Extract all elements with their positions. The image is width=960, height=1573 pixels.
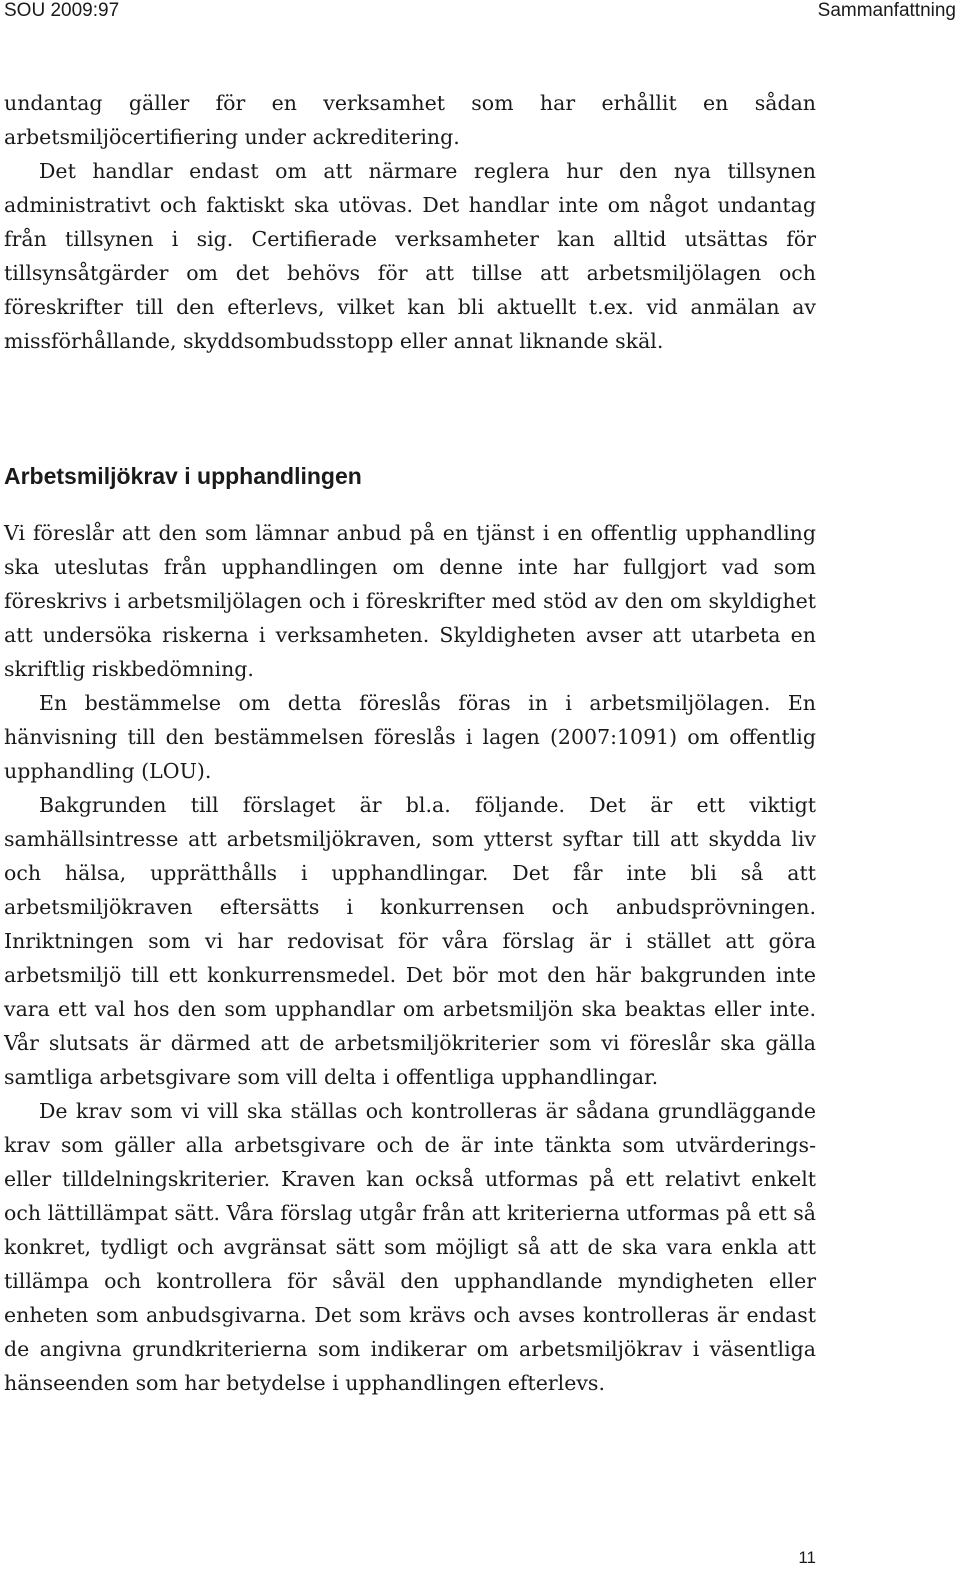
paragraph: Vi föreslår att den som lämnar anbud på en tjänst i en offentlig upphandling ska uteslutas från upphandlingen om denne inte har fullgjort vad som föreskrivs i arbetsmiljölagen och i föreskrifter med stöd av den om skyldighet att undersöka riskerna i verksamheten. Skyldigheten avser att utarbeta en skriftlig riskbedömning.: [4, 521, 816, 681]
intro-text: [4, 86, 816, 358]
chapter-title: Sammanfattning: [817, 0, 956, 21]
section-text: [4, 516, 816, 1400]
paragraph: undantag gäller för en verksamhet som har erhållit en sådan arbetsmiljöcertifiering under ackreditering.: [4, 91, 816, 149]
paragraph: De krav som vi vill ska ställas och kontrolleras är sådana grundläggande krav som gäller alla arbetsgivare och de är inte tänkta som utvärderings- eller tilldelningskriterier. Kraven kan också utformas på ett relativt enkelt och lättillämpat sätt. Våra förslag utgår från att kriterierna utformas på ett så konkret, tydligt och avgränsat sätt som möjligt så att de ska vara enkla att tillämpa och kontrollera för såväl den upphandlande myndigheten eller enheten som anbudsgivarna. Det som krävs och avses kontrolleras är endast de angivna grundkriterierna som indikerar om arbetsmiljökrav i väsentliga hänseenden som har betydelse i upphandlingen efterlevs.: [4, 1099, 816, 1395]
paragraph: Bakgrunden till förslaget är bl.a. följande. Det är ett viktigt samhällsintresse att arbetsmiljökraven, som ytterst syftar till att skydda liv och hälsa, upprätthålls i upphandlingar. Det får inte bli så att arbetsmiljökraven eftersätts i konkurrensen och anbudsprövningen. Inriktningen som vi har redovisat för våra förslag är i stället att göra arbetsmiljö till ett konkurrensmedel. Det bör mot den här bakgrunden inte vara ett val hos den som upphandlar om arbetsmiljön ska beaktas eller inte. Vår slutsats är därmed att de arbetsmiljökriterier som vi föreslår ska gälla samtliga arbetsgivare som vill delta i offentliga upphandlingar.: [4, 793, 816, 1089]
section-heading: Arbetsmiljökrav i upphandlingen: [4, 463, 362, 489]
paragraph: Det handlar endast om att närmare reglera hur den nya tillsynen administrativt och faktiskt ska utövas. Det handlar inte om något undantag från tillsynen i sig. Certifierade verksamheter kan alltid utsättas för tillsynsåtgärder om det behövs för att tillse att arbetsmiljölagen och föreskrifter till den efterlevs, vilket kan bli aktuellt t.ex. vid anmälan av missförhållande, skyddsombudsstopp eller annat liknande skäl.: [4, 159, 816, 353]
page-number: 11: [798, 1548, 816, 1567]
running-head: [0, 0, 960, 24]
document-reference: SOU 2009:97: [4, 0, 120, 21]
paragraph: En bestämmelse om detta föreslås föras in i arbetsmiljölagen. En hänvisning till den bestämmelsen föreslås i lagen (2007:1091) om offentlig upphandling (LOU).: [4, 691, 816, 783]
